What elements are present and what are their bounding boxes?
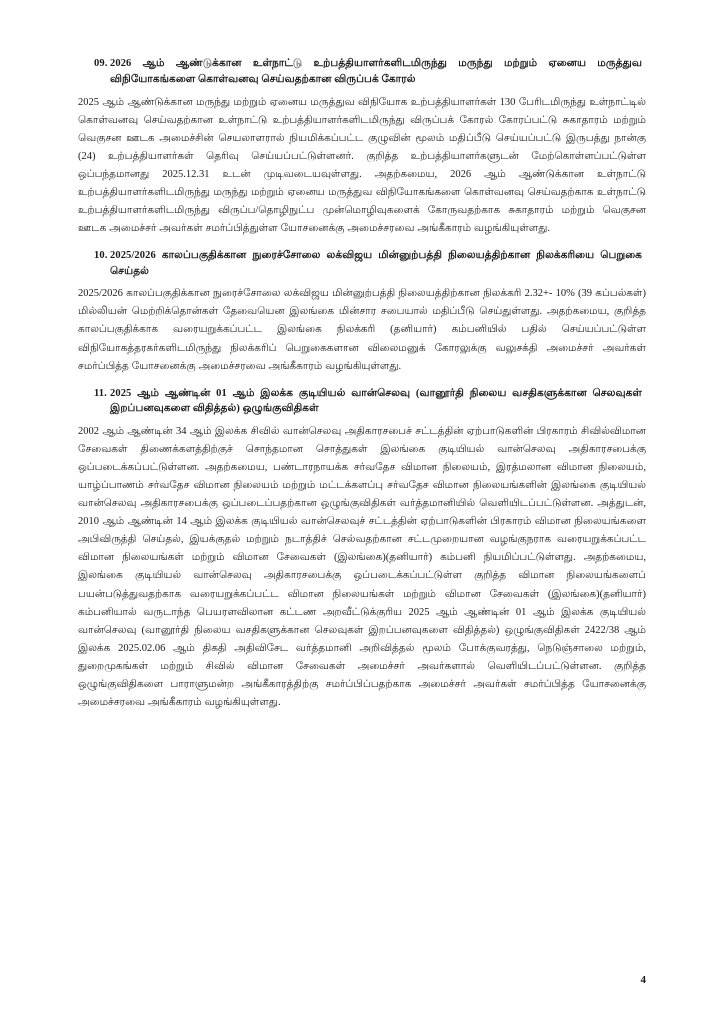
section-11-paragraph: 2002 ஆம் ஆண்டின் 34 ஆம் இலக்க சிவில் வான்செலவு அதிகாரசபைச் சட்டத்தின் ஏற்பாடுகளின் பிரகாரம் சிவில்விமான சேவைகள் திணைக்களத்திற்குச் சொந்தமான சொத்துகள் இலங்கை குடியியல் வான்செலவு அதிகாரசபைக்கு ஒப்படைக்கப்பட்டுள்ளன. அதற்கமைய, பண்டாரநாயக்க சர்வதேச விமான நிலையம், இரத்மலான விமான நிலையம், யாழ்ப்பாணம் சர்வதேச விமான நிலையம் மற்றும் மட்டக்களப்பு சர்வதேச விமான நிலையங்களின் இலங்கை குடியியல் வான்செலவு அதிகாரசபைக்கு ஒப்படைப்பதற்கான ஒழுங்குவிதிகள் வர்த்தமானியில் வெளியிடப்பட்டுள்ளன. அத்துடன், 2010 ஆம் ஆண்டின் 14 ஆம் இலக்க குடியியல் வான்செலவுச் சட்டத்தின் ஏற்பாடுகளின் பிரகாரம் விமான நிலையங்களை அபிவிருத்தி செய்தல், இயக்குதல் மற்றும் நடாத்திச் செல்வதற்கான சட்டமுறையான வழங்குநராக வரையறுக்கப்பட்ட விமான நிலையங்கள் மற்றும் விமான சேவைகள் (இலங்கை)(தனியார்) கம்பனி நியமிப்பட்டுள்ளது. அதற்கமைய, இலங்கை குடியியல் வான்செலவு அதிகாரசபைக்கு ஒப்படைக்கப்பட்டுள்ள குறித்த விமான நிலையங்களைப் பயன்படுத்துவதற்காக வரையறுக்கப்பட்ட விமான நிலையங்கள் மற்றும் விமான சேவைகள் (இலங்கை)(தனியார்) கம்பனியால் வருடாந்த பெயரளவிலான கட்டண அறவீட்டுக்குரிய 2025 ஆம் ஆண்டின் 01 ஆம் இலக்க குடியியல் வான்செலவு (வானூர்தி நிலைய வசதிகளுக்கான செலவுகள் இறப்பனவுகளை விதித்தல்) ஒழுங்குவிதிகள் 2422/38 ஆம் இலக்க 2025.02.06 ஆம் திகதி அதிவிசேட வர்த்தமானி அறிவித்தல் மூலம் போக்குவரத்து, நெடுஞ்சாலை மற்றும், துறைமுகங்கள் மற்றும் சிவில் விமான சேவைகள் அமைச்சர் அவர்களால் வெளியிடப்பட்டுள்ளன. குறித்த ஒழுங்குவிதிகளை பாராளுமன்ற அங்கீகாரத்திற்கு சமர்ப்பிப்பதற்காக அமைச்சர் அவர்கள் சமர்ப்பித்த யோசனைக்கு அமைச்சரவை அங்கீகாரம் வழங்கியுள்ளது. (78, 426, 646, 708)
section-11 (78, 386, 646, 712)
section-10-paragraph: 2025/2026 காலப்பகுதிக்கான நுரைச்சோலை லக்விஜய மின்னுற்பத்தி நிலையத்திற்கான நிலக்கரி 2.32+- 10% (39 கப்பல்கள்) மில்லியன் மெற்றிக்தொன்கள் தேவையென இலங்கை மின்சார சபையால் மதிப்பீடு செய்துள்ளது. அதற்கமைய, குறித்த காலப்பகுதிக்காக வரையறுக்கப்பட்ட இலங்கை நிலக்கரி (தனியார்) கம்பனியில் பதில் செய்யப்பட்டுள்ள விநியோகத்தரகர்களிடமிருந்து நிலக்கரிப் பெறுகைகளான விலைமனுக் கோரலுக்கு வலுசக்தி அமைச்சர் அவர்கள் சமர்ப்பித்த யோசனைக்கு அமைச்சரவை அங்கீகாரம் வழங்கியுள்ளது. (78, 288, 646, 372)
section-11-heading-text: 2025 ஆம் ஆண்டின் 01 ஆம் இலக்க குடியியல் வான்செலவு (வானூர்தி நிலைய வசதிகளுக்கான செலவுகள் இறப்பனவுகளை விதித்தல்) ஒழுங்குவிதிகள் (110, 387, 642, 415)
section-10-heading-text: 2025/2026 காலப்பகுதிக்கான நுரைச்சோலை லக்விஜய மின்னுற்பத்தி நிலையத்திற்கான நிலக்கரியை பெறுகை செய்தல் (110, 249, 642, 277)
section-09-number: 09. (94, 58, 108, 69)
section-11-heading (78, 386, 646, 418)
section-09-heading (78, 56, 646, 88)
page-number: 4 (640, 974, 646, 986)
section-09-paragraph: 2025 ஆம் ஆண்டுக்கான மருந்து மற்றும் ஏனைய மருத்துவ விநியோக உற்பத்தியாளர்கள் 130 பேரிடமிருந்து உள்நாட்டில் கொள்வனவு செய்வதற்கான உள்நாட்டு உற்பத்தியாளர்களிடமிருந்து விருப்பக் கோரல் கோரப்பட்டு சுகாதாரம் மற்றும் வெகுசன ஊடக அமைச்சின் செயலாளரால் நியமிக்கப்பட்ட குழுவின் மூலம் மதிப்பீடு செய்யப்பட்டு இருபத்து நான்கு (24) உற்பத்தியாளர்கள் தெரிவு செய்யப்பட்டுள்ளனர். குறித்த உற்பத்தியாளர்களுடன் மேற்கொள்ளப்பட்டுள்ள ஒப்பந்தமானது 2025.12.31 உடன் முடிவடையவுள்ளது. அதற்கமைய, 2026 ஆம் ஆண்டுக்கான உள்நாட்டு உற்பத்தியாளர்களிடமிருந்து மருந்து மற்றும் ஏனைய மருத்துவ விநியோகங்களை கொள்வனவு செய்வதற்காக உள்நாட்டு உற்பத்தியாளர்களிடமிருந்து விருப்ப/தொழிநுட்ப முன்மொழிவுகளைக் கோருவதற்காக சுகாதாரம் மற்றும் வெகுசன ஊடக அமைச்சர் அவர்கள் சமர்ப்பித்துள்ள யோசனைக்கு அமைச்சரவை அங்கீகாரம் வழங்கியுள்ளது. (78, 96, 646, 234)
section-09-heading-text: 2026 ஆம் ஆண்டுக்கான உள்நாட்டு உற்பத்தியாளர்களிடமிருந்து மருந்து மற்றும் ஏனைய மருத்துவ விநியோகங்களை கொள்வனவு செய்வதற்கான விருப்பக் கோரல் (110, 58, 642, 85)
section-10-number: 10. (94, 249, 108, 261)
section-10-heading (78, 248, 646, 280)
section-11-number: 11. (94, 387, 107, 399)
section-09 (78, 56, 646, 238)
section-10 (78, 248, 646, 376)
document-body (78, 56, 646, 712)
